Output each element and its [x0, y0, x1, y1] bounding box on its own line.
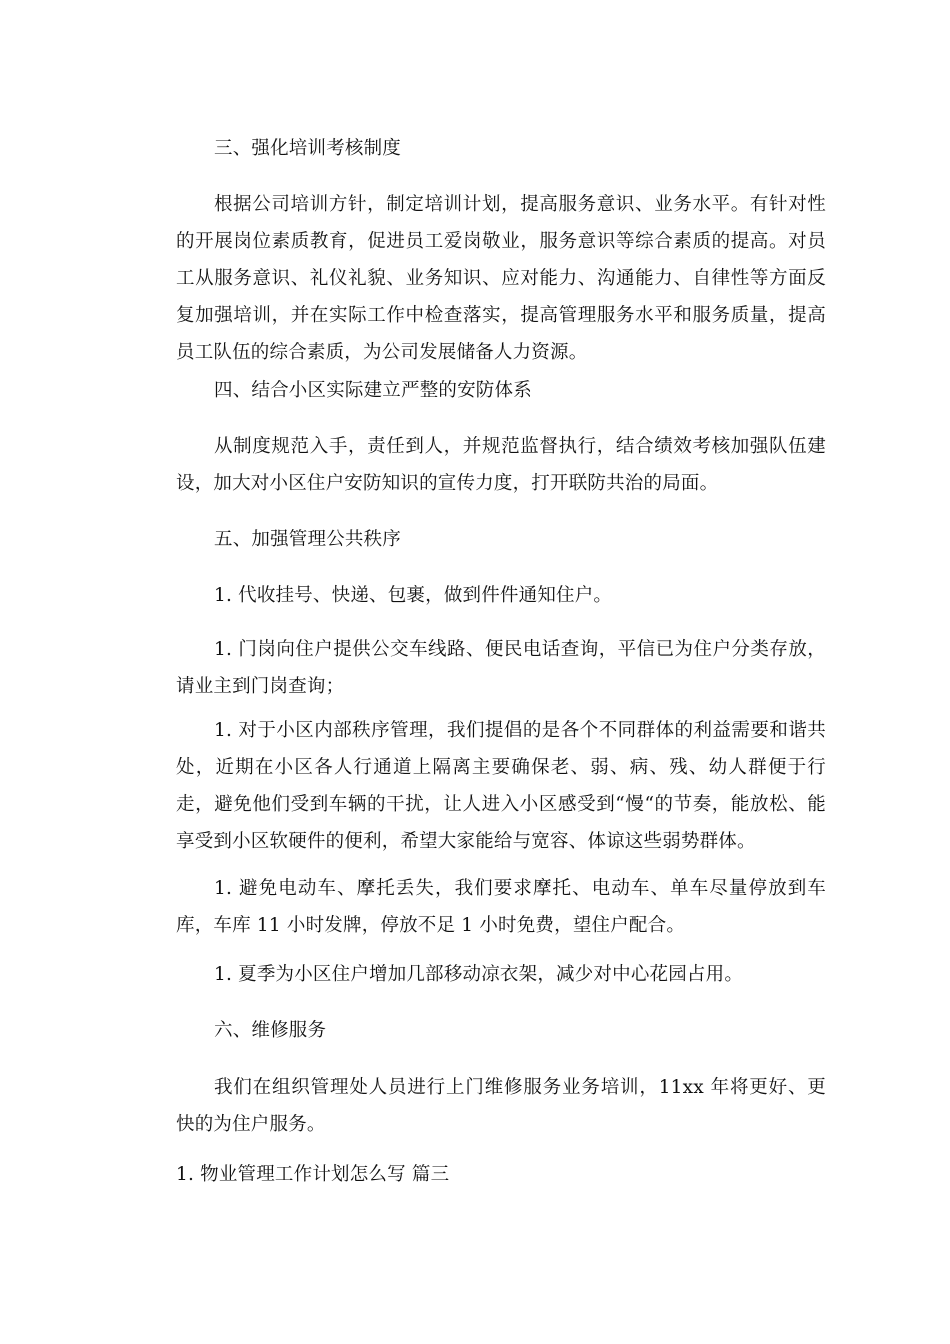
list-item-mail-service: 1. 代收挂号、快递、包裹，做到件件通知住户。	[214, 585, 613, 606]
list-item-internal-order: 1. 对于小区内部秩序管理，我们提倡的是各个不同群体的利益需要和谐共处，近期在小区各人行通道上隔离主要确保老、弱、病、残、幼人群便于行走，避免他们受到车辆的干扰，让人进入小区感受到“慢“的节奏，能放松、能享受到小区软硬件的便利，希望大家能给与宽容、体谅这些弱势群体。	[176, 720, 826, 852]
section-heading-security: 四、结合小区实际建立严整的安防体系	[214, 380, 532, 401]
paragraph-security-system: 从制度规范入手，责任到人，并规范监督执行，结合绩效考核加强队伍建设，加大对小区住户安防知识的宣传力度，打开联防共治的局面。	[176, 436, 826, 494]
section-heading-training: 三、强化培训考核制度	[214, 138, 402, 159]
list-item-gate-info: 1. 门岗向住户提供公交车线路、便民电话查询，平信已为住户分类存放，请业主到门岗查询；	[176, 639, 826, 697]
paragraph-repair-service: 我们在组织管理处人员进行上门维修服务业务培训，11xx 年将更好、更快的为住户服务。	[176, 1077, 826, 1135]
paragraph-training-policy: 根据公司培训方针，制定培训计划，提高服务意识、业务水平。有针对性的开展岗位素质教育，促进员工爱岗敬业，服务意识等综合素质的提高。对员工从服务意识、礼仪礼貌、业务知识、应对能力、沟通能力、自律性等方面反复加强培训，并在实际工作中检查落实，提高管理服务水平和服务质量，提高员工队伍的综合素质，为公司发展储备人力资源。	[176, 194, 826, 363]
list-item-clothes-racks: 1. 夏季为小区住户增加几部移动凉衣架，减少对中心花园占用。	[214, 964, 744, 985]
list-item-next-section-title: 1. 物业管理工作计划怎么写 篇三	[176, 1164, 450, 1185]
section-heading-repair: 六、维修服务	[214, 1020, 327, 1041]
section-heading-public-order: 五、加强管理公共秩序	[214, 529, 402, 550]
list-item-parking: 1. 避免电动车、摩托丢失，我们要求摩托、电动车、单车尽量停放到车库，车库 11 小时发牌，停放不足 1 小时免费，望住户配合。	[176, 878, 826, 936]
